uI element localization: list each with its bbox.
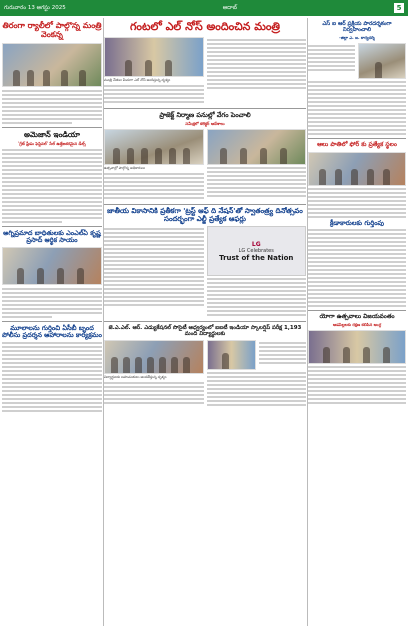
article-subheadline: సమీక్షలో కలెక్టర్ ఆదేశాలు (185, 121, 225, 127)
photo-caption: విద్యార్థులకు బహుమతులు అందజేస్తున్న దృశ్యం (104, 375, 167, 380)
article-headline: జాతీయ వికాసానికి ప్రతీకగా 'ట్రస్ట్ ఆఫ్ ది నేషన్'తో స్వాతంత్ర్య దినోత్సవం సందర్భంగా ఎల్జీ ప్రత్యేక ఆఫర్లు (107, 206, 303, 223)
article-body (207, 372, 307, 406)
article-body (308, 81, 406, 135)
article-body (104, 85, 204, 103)
article-headline: మూలాలను గుర్తించి ఏసీబీ బృంద పోలీసు ప్రదర్శన ఆహారాలను కార్యక్రమం (2, 324, 102, 340)
article-headline: యోగా ఉత్సవాలు విజయవంతం (319, 312, 395, 320)
lg-logo: LG (251, 240, 261, 248)
lead-headline: గంటలో ఎల్ నోస్ అందించిన మంత్రి (129, 20, 281, 33)
article-body (104, 228, 204, 306)
header-paper-name: ఆదాబ్ (222, 5, 237, 11)
article-body (104, 382, 204, 404)
article-body (308, 229, 406, 307)
article-body (308, 366, 406, 404)
article-photo (308, 330, 406, 364)
article-headline: ప్రాజెక్ట్ నిర్మాణ పనుల్లో వేగం పెంచాలి (159, 110, 251, 119)
article-photo (2, 247, 102, 285)
photo-caption: మంత్రి చేతుల మీదుగా ఎల్ నోస్ అందిస్తున్న దృశ్యం (104, 78, 171, 83)
article-body (259, 340, 306, 370)
article-subheadline: -జిల్లా ఎ. ఐ. కార్యదర్శి (339, 35, 375, 41)
header-date: గురువారం 13 ఆగస్టు 2025 (4, 5, 66, 11)
article-headline: ఆలు పాతిలో ఫోర్ కు ప్రత్యేక స్థలం (317, 141, 397, 149)
article-photo (104, 340, 204, 374)
article-photo (207, 129, 307, 165)
article-photo (358, 43, 407, 79)
page-header-bar (0, 0, 408, 16)
article-body (104, 173, 204, 199)
ad-line: LG Celebrates (238, 247, 274, 254)
article-body (308, 188, 406, 218)
article-photo (2, 43, 102, 87)
article-body (2, 149, 102, 223)
article-headline: ఎస్ ఐ ఆర్ ప్రక్రియ పారదర్శకంగా నిర్వహించాలి (322, 21, 392, 34)
article-body (2, 342, 102, 412)
article-headline: క్రీడాకారులకు గుర్తింపు (330, 218, 384, 227)
center-column (104, 18, 306, 626)
article-subheadline: 'గ్రేట్ ఫ్రీడం ఫెస్టివల్' సేల్ ఉత్తేజకరమైన డీల్స్ (18, 140, 86, 146)
photo-caption: ఉత్సవాల్లో పాల్గొన్న అధికారులు (104, 166, 145, 171)
page-number: 5 (394, 3, 404, 13)
article-body (2, 288, 102, 318)
article-photo (104, 129, 204, 165)
article-headline: అగ్నిప్రమాద బాధితులకు ఎంఎల్ఏ కృష్ణ ప్రసాద్ ఆర్థిక సాయం (3, 228, 101, 244)
lg-ad-image (207, 226, 307, 276)
article-subheadline: ఆడపిల్లలకు రక్షణ కలిపిన ఆంగ్ల (332, 322, 382, 328)
article-headline: తిరంగా ర్యాలీలో పాల్గొన్న మంత్రి వెంకన్న (2, 21, 102, 39)
article-body (308, 43, 355, 79)
ad-line: Trust of the Nation (219, 253, 294, 262)
article-body (207, 278, 307, 316)
article-photo (207, 340, 256, 370)
article-body (207, 167, 307, 197)
article-body (207, 39, 307, 89)
article-headline: అమెజాన్ ఇండియా (24, 129, 80, 139)
article-body (2, 90, 102, 124)
left-column (2, 18, 102, 626)
article-photo (104, 37, 204, 77)
article-headline: జె.ఎ.ఎల్. ఆర్. ఎడ్యుకేషనల్ సొసైటీ ఆధ్వర్యంలో ఐఐటీ ఇండియా స్కాలర్షిప్ పరీక్ష 1,193 మంది విద్యార్థులకు (108, 325, 302, 338)
right-column (308, 18, 406, 626)
article-photo (308, 152, 406, 186)
